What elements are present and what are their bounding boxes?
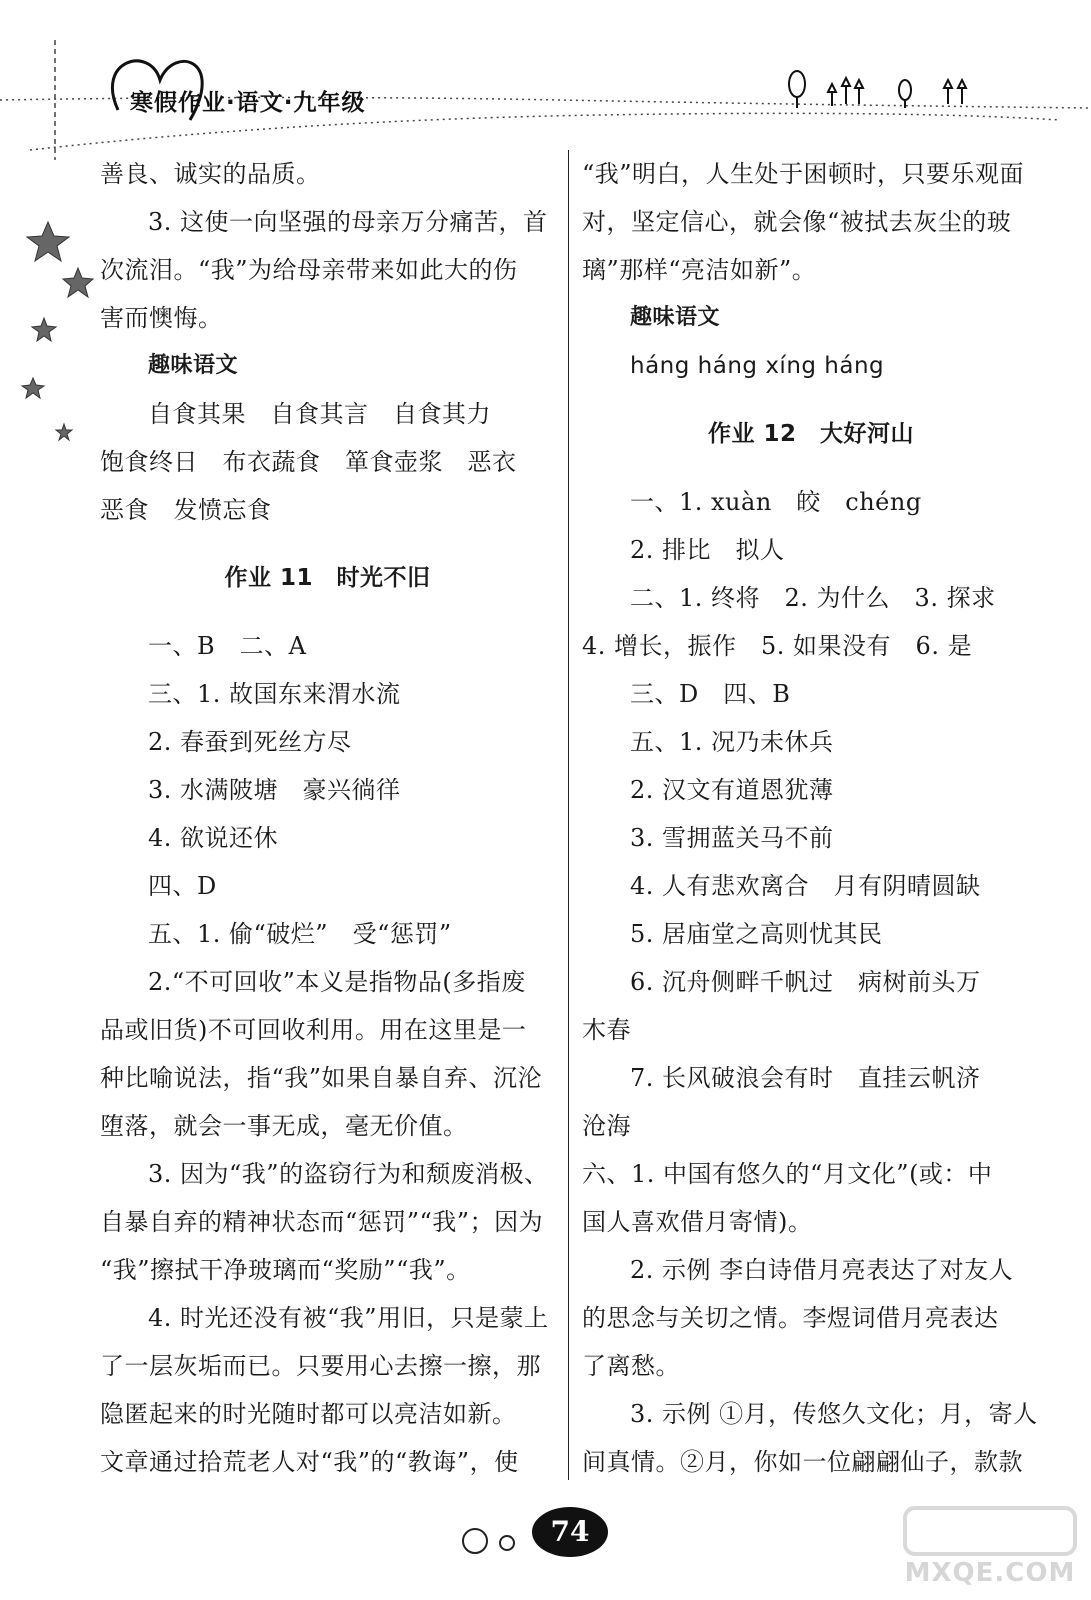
- text-line: 隐匿起来的时光随时都可以亮洁如新。: [100, 1400, 517, 1428]
- text-line: 2. 排比 拟人: [630, 536, 785, 564]
- text-line: 了离愁。: [582, 1352, 680, 1380]
- text-line: 害而懊悔。: [100, 304, 223, 332]
- text-line: 4. 人有悲欢离合 月有阴晴圆缺: [630, 872, 981, 900]
- star-icon: [63, 268, 93, 297]
- text-line: 一、B 二、A: [148, 632, 307, 660]
- text-line: 间真情。②月，你如一位翩翩仙子，款款: [582, 1448, 1023, 1476]
- header-title: 寒假作业·语文·九年级: [130, 90, 366, 116]
- text-line: 的思念与关切之情。李煜词借月亮表达: [582, 1304, 999, 1332]
- text-line: 了一层灰垢而已。只要用心去擦一擦，那: [100, 1352, 541, 1380]
- text-line: 对，坚定信心，就会像“被拭去灰尘的玻: [582, 208, 1012, 236]
- text-line: 2. 示例 李白诗借月亮表达了对友人: [630, 1256, 1014, 1284]
- assignment-heading: 作业 12 大好河山: [707, 421, 914, 447]
- text-line: 3. 这使一向坚强的母亲万分痛苦，首: [148, 208, 548, 236]
- text-line: 3. 水满陂塘 豪兴徜徉: [148, 776, 401, 804]
- text-line: 五、1. 偷“破烂” 受“惩罚”: [148, 920, 452, 948]
- text-line: 国人喜欢借月寄情)。: [582, 1208, 813, 1236]
- circle-icon: [463, 1529, 487, 1553]
- text-line: 璃”那样“亮洁如新”。: [582, 256, 817, 284]
- star-icon: [27, 222, 69, 261]
- text-line: 品或旧货)不可回收利用。用在这里是一: [100, 1016, 527, 1044]
- text-line: 5. 居庙堂之高则忧其民: [630, 920, 883, 948]
- header-decoration: [0, 0, 1091, 160]
- text-line: 3. 雪拥蓝关马不前: [630, 824, 834, 852]
- text-line: 木春: [582, 1016, 631, 1044]
- text-line: “我”擦拭干净玻璃而“奖励”“我”。: [100, 1256, 471, 1284]
- text-line: 一、1. xuàn 皎 chéng: [630, 488, 922, 516]
- text-line: 2.“不可回收”本义是指物品(多指废: [148, 968, 526, 996]
- star-icon: [32, 318, 56, 341]
- text-line: 6. 沉舟侧畔千帆过 病树前头万: [630, 968, 981, 996]
- text-line: 种比喻说法，指“我”如果自暴自弃、沉沦: [100, 1064, 543, 1092]
- text-line: 自食其果 自食其言 自食其力: [148, 400, 491, 428]
- left-column: [100, 150, 555, 1486]
- page-header: [0, 0, 1091, 160]
- watermark: [895, 1500, 1085, 1595]
- assignment-heading: 作业 11 时光不旧: [224, 565, 431, 591]
- circle-icon: [500, 1536, 514, 1550]
- text-line: “我”明白，人生处于困顿时，只要乐观面: [582, 160, 1025, 188]
- star-icon: [22, 378, 44, 398]
- text-line: 7. 长风破浪会有时 直挂云帆济: [630, 1064, 981, 1092]
- text-line: 堕落，就会一事无成，毫无价值。: [100, 1112, 468, 1140]
- text-line: 自暴自弃的精神状态而“惩罚”“我”；因为: [100, 1208, 544, 1236]
- watermark-text: MXQE.COM: [904, 1558, 1076, 1588]
- text-line: 恶食 发愤忘食: [100, 496, 272, 524]
- text-line: 3. 示例 ①月，传悠久文化；月，寄人: [630, 1400, 1038, 1428]
- star-decorations: [0, 200, 100, 660]
- text-line: 文章通过拾荒老人对“我”的“教诲”，使: [100, 1448, 519, 1476]
- text-line: 2. 春蚕到死丝方尽: [148, 728, 352, 756]
- text-line: 4. 时光还没有被“我”用旧，只是蒙上: [148, 1304, 549, 1332]
- star-icon: [56, 424, 72, 440]
- text-line: 3. 因为“我”的盗窃行为和颓废消极、: [148, 1160, 549, 1188]
- section-label: 趣味语文: [630, 305, 721, 330]
- text-line: 六、1. 中国有悠久的“月文化”(或：中: [582, 1160, 993, 1188]
- section-label: 趣味语文: [148, 353, 239, 378]
- pinyin-line: háng háng xíng háng: [630, 353, 885, 379]
- right-column: [582, 150, 1040, 1486]
- text-line: 2. 汉文有道恩犹薄: [630, 776, 834, 804]
- text-line: 沧海: [582, 1112, 631, 1140]
- text-line: 饱食终日 布衣蔬食 箪食壶浆 恶衣: [100, 448, 517, 476]
- page-number: 74: [550, 1515, 590, 1548]
- text-line: 五、1. 况乃未休兵: [630, 728, 834, 756]
- column-divider: [568, 150, 569, 1480]
- text-line: 4. 欲说还休: [148, 824, 279, 852]
- text-line: 三、1. 故国东来渭水流: [148, 680, 401, 708]
- text-line: 4. 增长，振作 5. 如果没有 6. 是: [582, 632, 973, 660]
- text-line: 二、1. 终将 2. 为什么 3. 探求: [630, 584, 996, 612]
- tulip-icon: [789, 71, 966, 108]
- page-number-badge: [530, 1505, 610, 1559]
- text-line: 三、D 四、B: [630, 680, 791, 708]
- text-line: 四、D: [148, 872, 217, 900]
- text-line: 善良、诚实的品质。: [100, 160, 321, 188]
- text-line: 次流泪。“我”为给母亲带来如此大的伤: [100, 256, 518, 284]
